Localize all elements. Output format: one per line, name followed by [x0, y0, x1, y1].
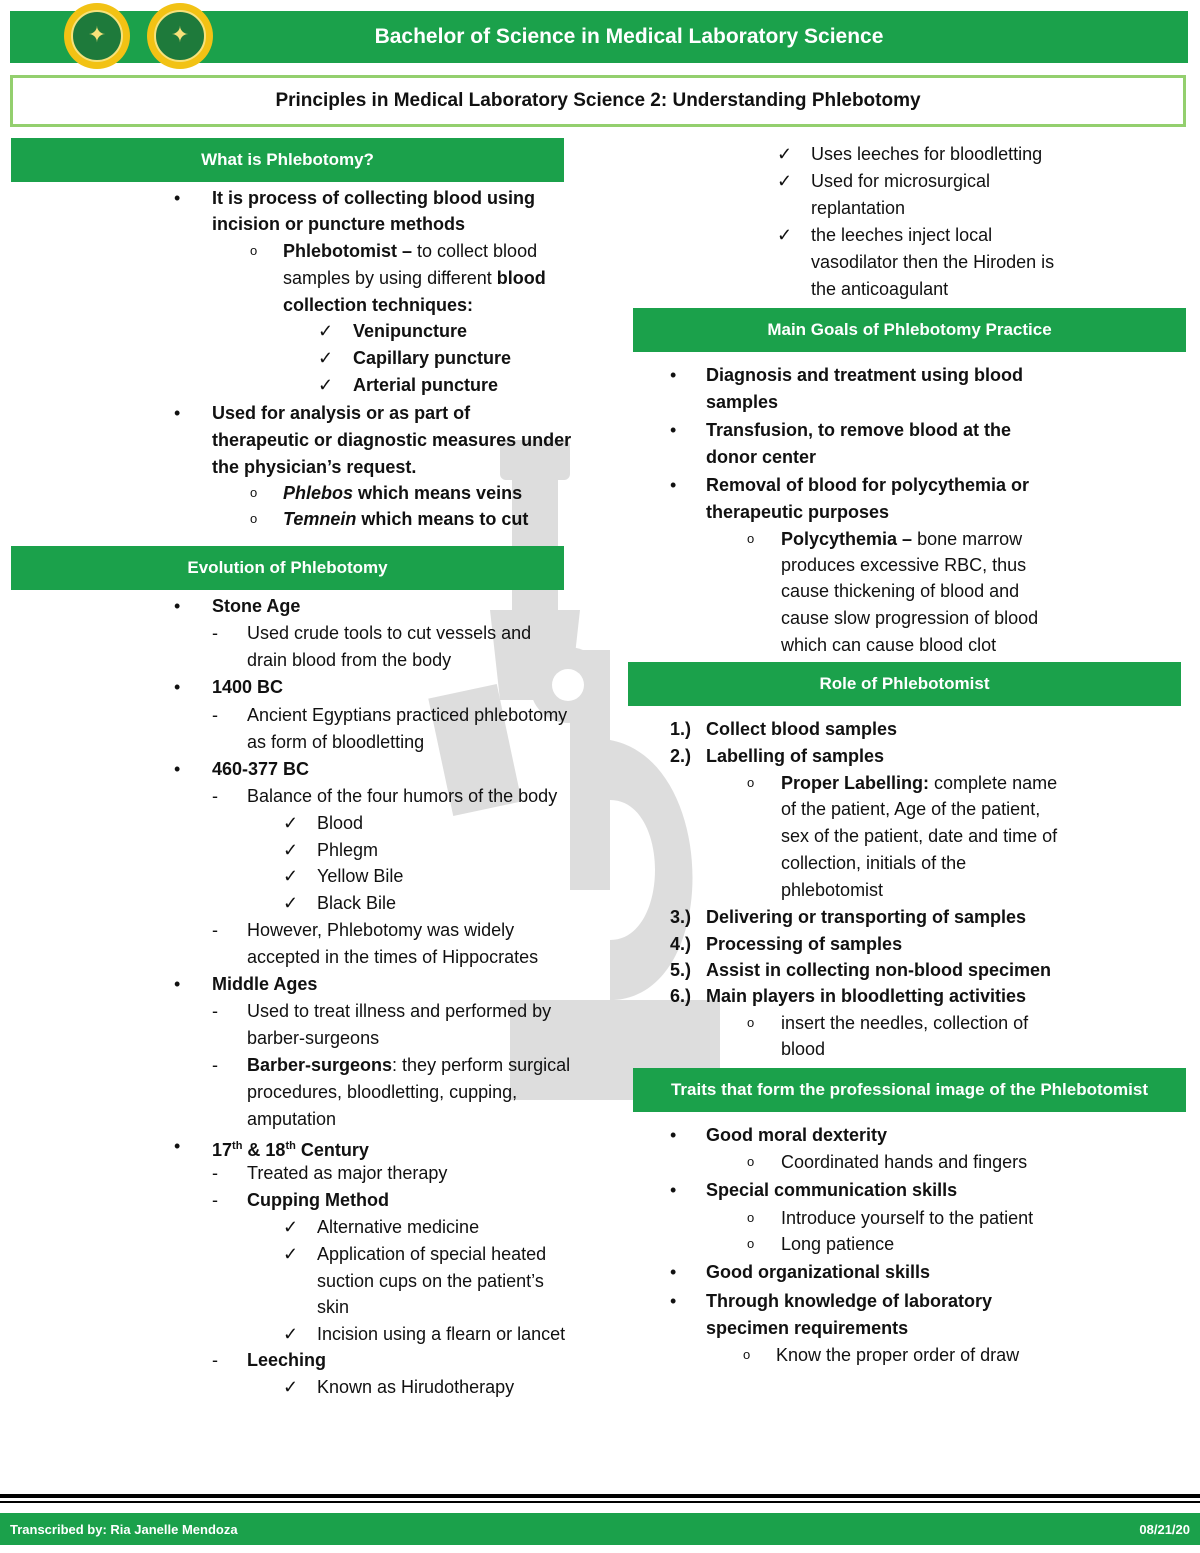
dash-bullet: - — [212, 920, 218, 940]
text-line: phlebotomist — [781, 880, 884, 900]
text-line: cause thickening of blood and — [781, 581, 1020, 601]
check-icon: ✓ — [283, 813, 299, 833]
text-line: Middle Ages — [212, 974, 318, 994]
dash-bullet: - — [212, 786, 218, 806]
text-line: Alternative medicine — [317, 1217, 480, 1237]
check-icon: ✓ — [283, 866, 299, 886]
text-line: 460-377 BC — [212, 759, 310, 779]
text-line: Uses leeches for bloodletting — [811, 144, 1043, 164]
check-icon: ✓ — [283, 1377, 299, 1397]
circle-bullet-icon: o — [250, 485, 258, 500]
text-line: skin — [317, 1297, 350, 1317]
text-line: Good organizational skills — [706, 1262, 931, 1282]
dash-bullet: - — [212, 1190, 218, 1210]
text-line: Venipuncture — [353, 321, 468, 341]
circle-bullet-icon: o — [747, 1154, 755, 1169]
text-line: Phlebotomist – to collect blood — [283, 241, 538, 261]
text-line: Used for analysis or as part of — [212, 403, 471, 423]
circle-bullet-icon: o — [747, 1210, 755, 1225]
check-icon: ✓ — [283, 893, 299, 913]
text-line: Proper Labelling: complete name — [781, 773, 1058, 793]
text-line: Balance of the four humors of the body — [247, 786, 558, 806]
check-icon: ✓ — [318, 375, 334, 395]
text-line: Know the proper order of draw — [776, 1345, 1020, 1365]
bullet-icon: • — [174, 403, 181, 423]
text-line: Delivering or transporting of samples — [706, 907, 1027, 927]
text-line: suction cups on the patient’s — [317, 1271, 544, 1291]
microscope-seal-icon: ✦ — [147, 3, 213, 69]
text-line: Ancient Egyptians practiced phlebotomy — [247, 705, 568, 725]
text-line: Temnein which means to cut — [283, 509, 529, 529]
footer-date: 08/21/20 — [1139, 1521, 1190, 1537]
text-line: Good moral dexterity — [706, 1125, 888, 1145]
text-line: Known as Hirudotherapy — [317, 1377, 515, 1397]
check-icon: ✓ — [318, 348, 334, 368]
section-header-role: Role of Phlebotomist — [628, 662, 1181, 706]
text-line: therapeutic purposes — [706, 502, 890, 522]
text-line: collection techniques: — [283, 295, 474, 315]
text-line: which can cause blood clot — [781, 635, 997, 655]
dash-bullet: - — [212, 1001, 218, 1021]
text-line: amputation — [247, 1109, 337, 1129]
text-line: Transfusion, to remove blood at the — [706, 420, 1012, 440]
list-number: 4.) — [670, 934, 692, 954]
text-line: Application of special heated — [317, 1244, 547, 1264]
bullet-icon: • — [174, 1136, 181, 1156]
text-line: procedures, bloodletting, cupping, — [247, 1082, 518, 1102]
dash-bullet: - — [212, 623, 218, 643]
transcriber-credit: Transcribed by: Ria Janelle Mendoza — [10, 1521, 238, 1537]
text-line: accepted in the times of Hippocrates — [247, 947, 539, 967]
bullet-icon: • — [670, 1262, 677, 1282]
text-line: Diagnosis and treatment using blood — [706, 365, 1024, 385]
text-line: Removal of blood for polycythemia or — [706, 475, 1030, 495]
circle-bullet-icon: o — [747, 531, 755, 546]
list-number: 3.) — [670, 907, 692, 927]
text-line: produces excessive RBC, thus — [781, 555, 1027, 575]
list-number: 6.) — [670, 986, 692, 1006]
bullet-icon: • — [670, 365, 677, 385]
bullet-icon: • — [174, 974, 181, 994]
dash-bullet: - — [212, 1055, 218, 1075]
text-line: Long patience — [781, 1234, 895, 1254]
bullet-icon: • — [670, 475, 677, 495]
text-line: Stone Age — [212, 596, 301, 616]
circle-bullet-icon: o — [743, 1347, 751, 1362]
text-line: 17th & 18th Century — [212, 1140, 369, 1160]
check-icon: ✓ — [777, 225, 793, 245]
text-line: Labelling of samples — [706, 746, 885, 766]
program-title: Bachelor of Science in Medical Laboratory Science — [374, 25, 884, 48]
text-line: Phlebos which means veins — [283, 483, 523, 503]
check-icon: ✓ — [283, 1217, 299, 1237]
text-line: collection, initials of the — [781, 853, 967, 873]
text-line: Yellow Bile — [317, 866, 404, 886]
text-line: Polycythemia – bone marrow — [781, 529, 1023, 549]
text-line: vasodilator then the Hiroden is — [811, 252, 1055, 272]
text-line: Introduce yourself to the patient — [781, 1208, 1034, 1228]
footer-rule — [0, 1494, 1200, 1498]
text-line: Arterial puncture — [353, 375, 499, 395]
text-line: Treated as major therapy — [247, 1163, 448, 1183]
section-header-goals: Main Goals of Phlebotomy Practice — [633, 308, 1186, 352]
text-line: the leeches inject local — [811, 225, 993, 245]
footer-rule — [0, 1501, 1200, 1503]
text-line: Used to treat illness and performed by — [247, 1001, 552, 1021]
dash-bullet: - — [212, 1350, 218, 1370]
check-icon: ✓ — [777, 171, 793, 191]
list-number: 1.) — [670, 719, 692, 739]
text-line: Special communication skills — [706, 1180, 958, 1200]
text-line: samples by using different blood — [283, 268, 546, 288]
circle-bullet-icon: o — [747, 775, 755, 790]
bullet-icon: • — [670, 1125, 677, 1145]
text-line: Phlegm — [317, 840, 379, 860]
text-line: Collect blood samples — [706, 719, 898, 739]
check-icon: ✓ — [318, 321, 334, 341]
bullet-icon: • — [670, 420, 677, 440]
list-number: 5.) — [670, 960, 692, 980]
check-icon: ✓ — [283, 840, 299, 860]
bullet-icon: • — [670, 1180, 677, 1200]
text-line: insert the needles, collection of — [781, 1013, 1029, 1033]
footer-bar — [0, 1513, 1200, 1545]
circle-bullet-icon: o — [747, 1236, 755, 1251]
text-line: Capillary puncture — [353, 348, 512, 368]
check-icon: ✓ — [283, 1324, 299, 1344]
text-line: of the patient, Age of the patient, — [781, 799, 1041, 819]
text-line: blood — [781, 1039, 826, 1059]
text-line: cause slow progression of blood — [781, 608, 1039, 628]
bullet-icon: • — [174, 677, 181, 697]
caduceus-seal-icon: ✦ — [64, 3, 130, 69]
text-line: Through knowledge of laboratory — [706, 1291, 993, 1311]
text-line: replantation — [811, 198, 906, 218]
dash-bullet: - — [212, 1163, 218, 1183]
bullet-icon: • — [174, 596, 181, 616]
text-line: Cupping Method — [247, 1190, 389, 1210]
section-header-traits: Traits that form the professional image of the Phlebotomist — [633, 1068, 1186, 1112]
text-line: Processing of samples — [706, 934, 903, 954]
check-icon: ✓ — [283, 1244, 299, 1264]
text-line: the physician’s request. — [212, 457, 417, 477]
text-line: 1400 BC — [212, 677, 284, 697]
text-line: incision or puncture methods — [212, 214, 466, 234]
text-line: barber-surgeons — [247, 1028, 380, 1048]
text-line: therapeutic or diagnostic measures under — [212, 430, 572, 450]
text-line: the anticoagulant — [811, 279, 949, 299]
bullet-icon: • — [670, 1291, 677, 1311]
list-number: 2.) — [670, 746, 692, 766]
bullet-icon: • — [174, 188, 181, 208]
section-header-evolution: Evolution of Phlebotomy — [11, 546, 564, 590]
text-line: Used for microsurgical — [811, 171, 991, 191]
text-line: sex of the patient, date and time of — [781, 826, 1058, 846]
text-line: Coordinated hands and fingers — [781, 1152, 1028, 1172]
text-line: specimen requirements — [706, 1318, 909, 1338]
text-line: However, Phlebotomy was widely — [247, 920, 515, 940]
bullet-icon: • — [174, 759, 181, 779]
text-line: drain blood from the body — [247, 650, 452, 670]
text-line: Barber-surgeons: they perform surgical — [247, 1055, 571, 1075]
text-line: samples — [706, 392, 779, 412]
text-line: Leeching — [247, 1350, 327, 1370]
section-header-what: What is Phlebotomy? — [11, 138, 564, 182]
circle-bullet-icon: o — [250, 511, 258, 526]
dash-bullet: - — [212, 705, 218, 725]
text-line: Incision using a flearn or lancet — [317, 1324, 566, 1344]
text-line: Blood — [317, 813, 364, 833]
text-line: It is process of collecting blood using — [212, 188, 536, 208]
text-line: as form of bloodletting — [247, 732, 425, 752]
text-line: donor center — [706, 447, 817, 467]
check-icon: ✓ — [777, 144, 793, 164]
text-line: Main players in bloodletting activities — [706, 986, 1027, 1006]
circle-bullet-icon: o — [250, 243, 258, 258]
text-line: Used crude tools to cut vessels and — [247, 623, 532, 643]
text-line: Black Bile — [317, 893, 397, 913]
text-line: Assist in collecting non-blood specimen — [706, 960, 1052, 980]
course-title: Principles in Medical Laboratory Science 2: Understanding Phlebotomy — [10, 75, 1186, 127]
circle-bullet-icon: o — [747, 1015, 755, 1030]
